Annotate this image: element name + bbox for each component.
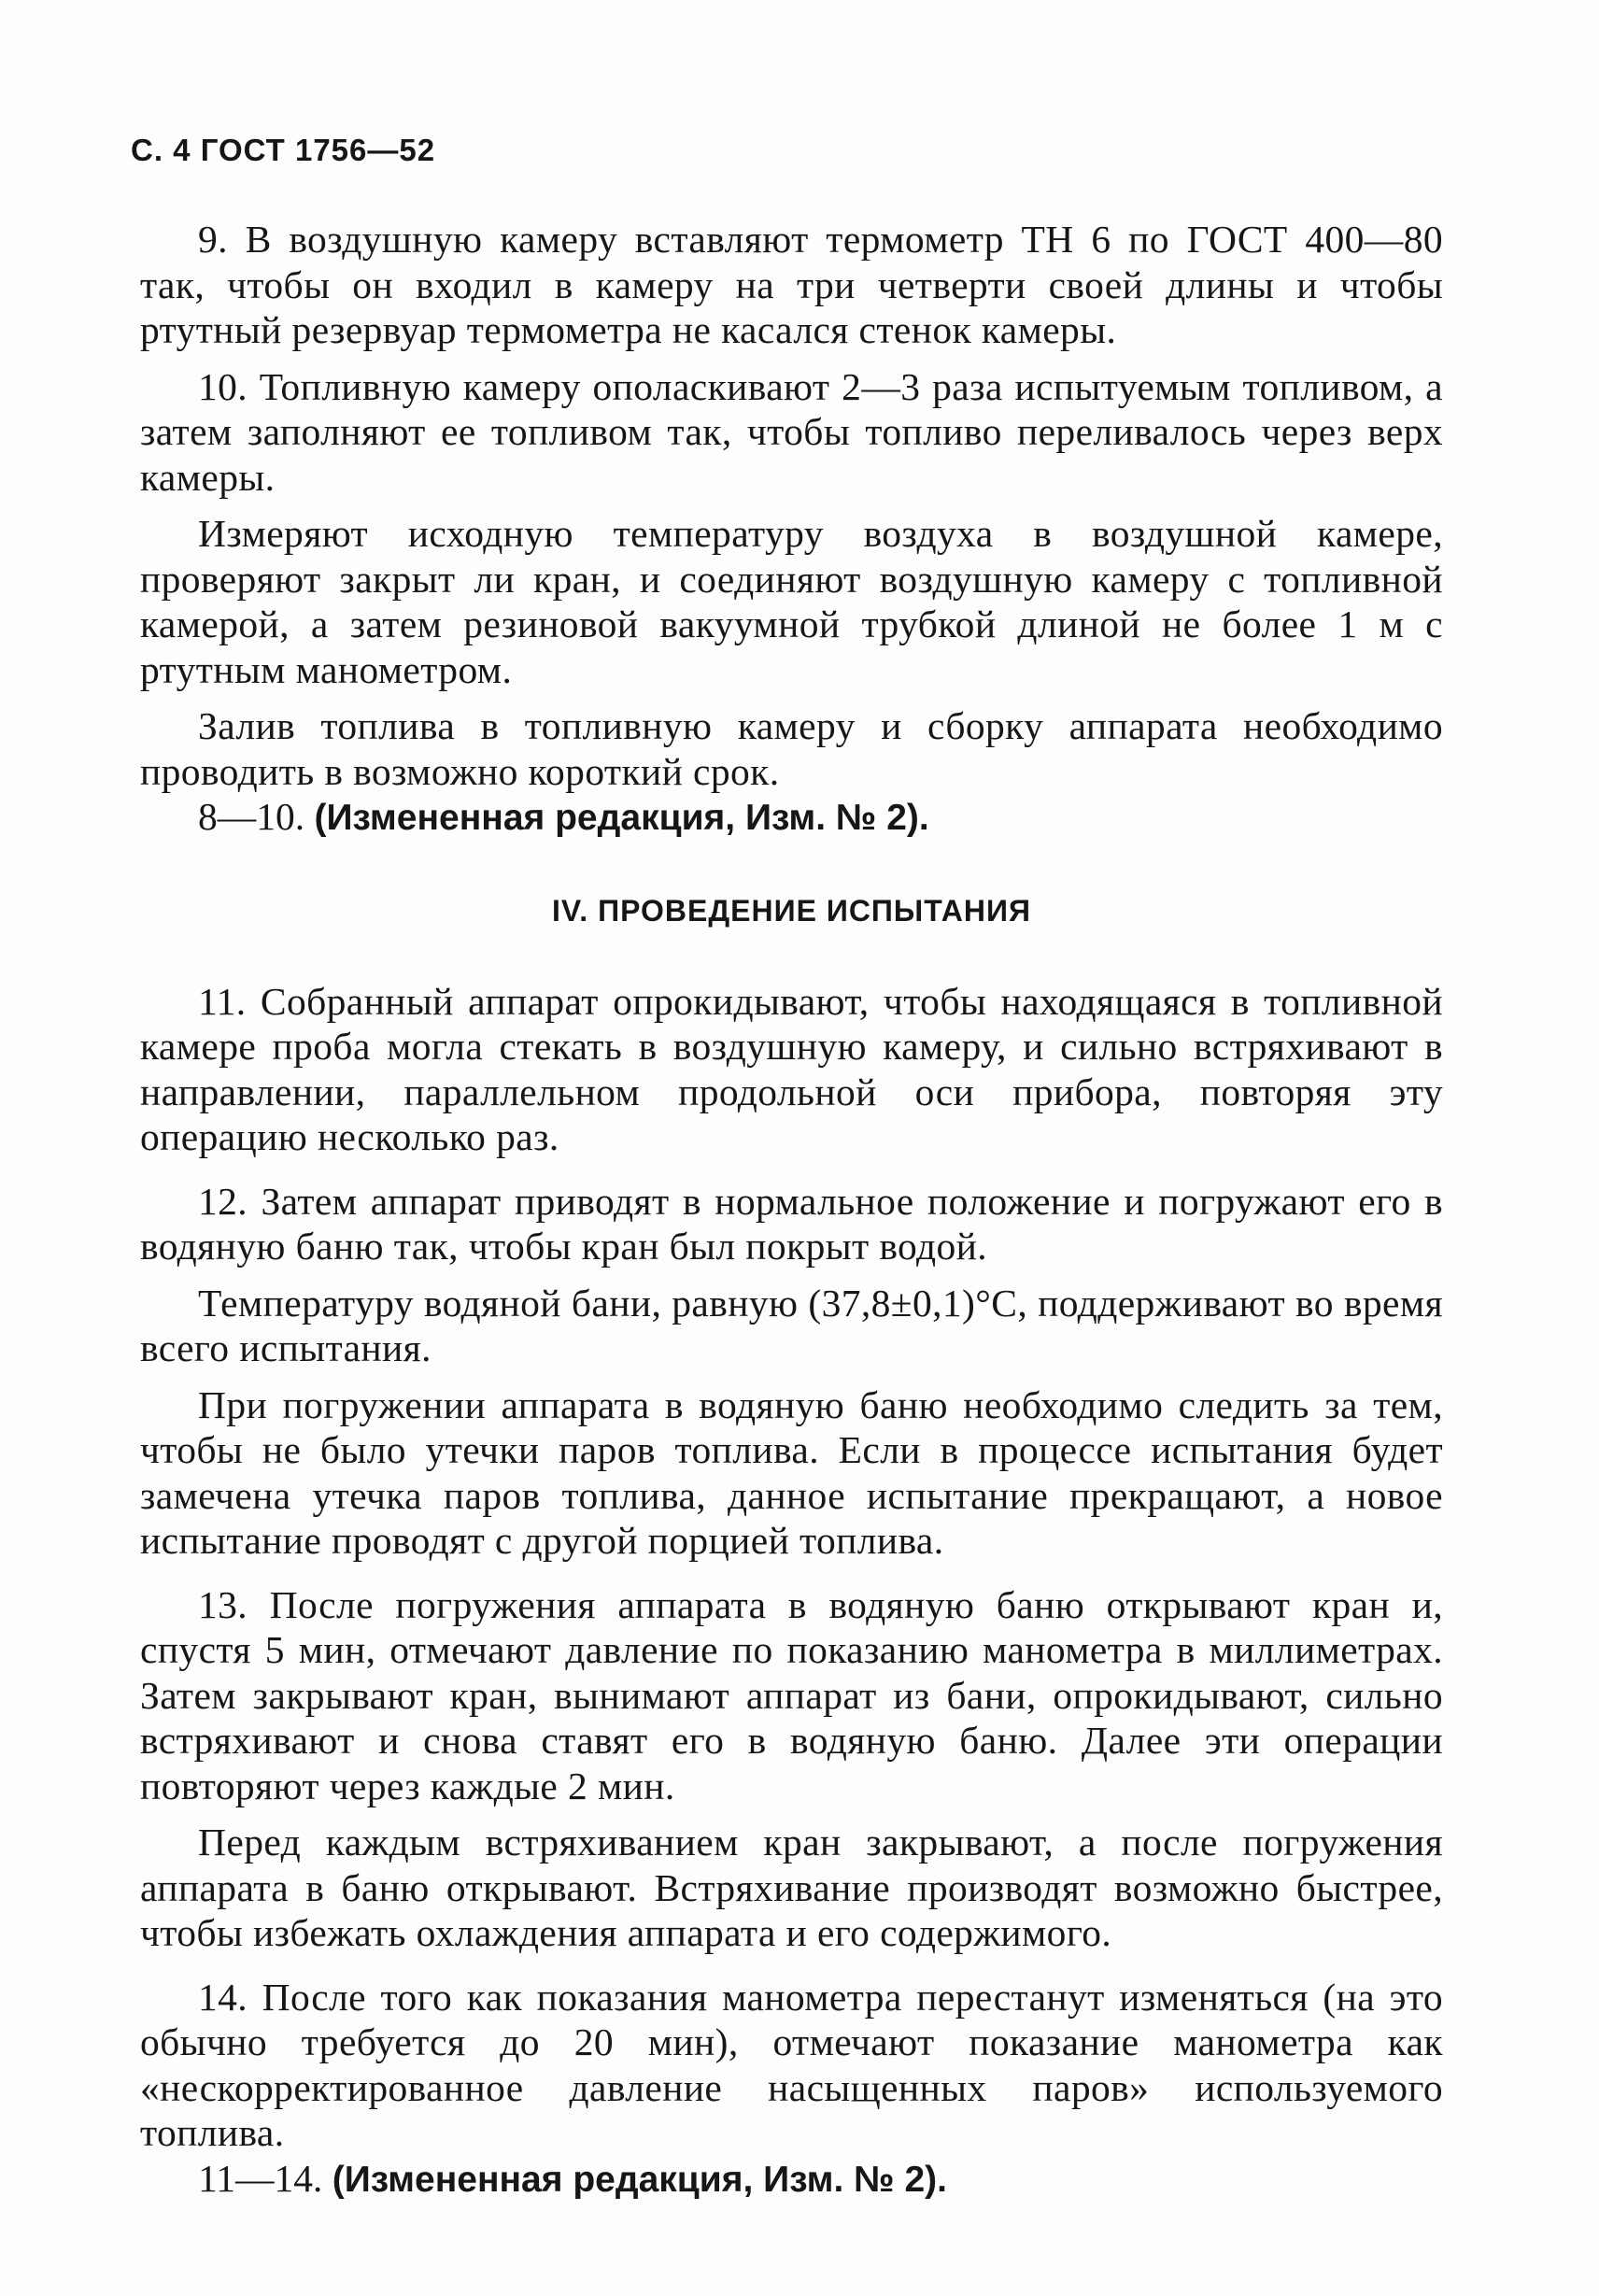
paragraph-10-measure: Измеряют исходную температуру воздуха в воздушной камере, проверяют закрыт ли кран, и соединяют воздушную камеру с топливной камерой, а затем резиновой вакуумной трубкой длиной не более 1 м с ртутным манометром.: [140, 512, 1443, 691]
section-title: IV. ПРОВЕДЕНИЕ ИСПЫТАНИЯ: [551, 893, 1031, 928]
page-header: С. 4 ГОСТ 1756—52: [131, 133, 436, 167]
document-body: [140, 217, 1443, 2203]
amendment-range: 11—14.: [198, 2156, 323, 2200]
paragraph-10: 10. Топливную камеру ополаскивают 2—3 раза испытуемым топливом, а затем заполняют ее топливом так, чтобы топливо переливалось через верх камеры.: [140, 364, 1443, 499]
paragraph-12-temperature: Температуру водяной бани, равную (37,8±0,1)°С, поддерживают во время всего испытания.: [140, 1281, 1443, 1369]
paragraph-13: 13. После погружения аппарата в водяную баню открывают кран и, спустя 5 мин, отмечают давление по показанию манометра в миллиметрах. Затем закрывают кран, вынимают аппарат из бани, опрокидывают, сильно встряхивают и снова ставят его в водяную баню. Далее эти операции повторяют через каждые 2 мин.: [140, 1582, 1443, 1807]
amendment-text: (Измененная редакция, Изм. № 2).: [314, 798, 929, 838]
paragraph-12-leak: При погружении аппарата в водяную баню необходимо следить за тем, чтобы не было утечки паров топлива. Если в процессе испытания будет замечена утечка паров топлива, данное испытание прекращают, а новое испытание проводят с другой порцией топлива.: [140, 1382, 1443, 1562]
paragraph-13-shaking: Перед каждым встряхиванием кран закрывают, а после погружения аппарата в баню открывают. Встряхивание производят возможно быстрее, чтобы избежать охлаждения аппарата и его содержимого.: [140, 1821, 1443, 1954]
paragraph-11: 11. Собранный аппарат опрокидывают, чтобы находящаяся в топливной камере проба могла стекать в воздушную камеру, и сильно встряхивают в направлении, параллельном продольной оси прибора, повторяя эту операцию несколько раз.: [140, 979, 1443, 1158]
amendment-range: 8—10.: [198, 795, 305, 838]
amendment-note-8-10: [140, 794, 1443, 842]
paragraph-14: 14. После того как показания манометра перестанут изменяться (на это обычно требуется до 20 мин), отмечают показание манометра как «нескорректированное давление насыщенных паров» используемого топлива.: [140, 1975, 1443, 2154]
paragraph-12: 12. Затем аппарат приводят в нормальное положение и погружают его в водяную баню так, чтобы кран был покрыт водой.: [140, 1179, 1443, 1268]
paragraph-10-fill: Залив топлива в топливную камеру и сборку аппарата необходимо проводить в возможно короткий срок.: [140, 704, 1443, 793]
paragraph-9: 9. В воздушную камеру вставляют термометр ТН 6 по ГОСТ 400—80 так, чтобы он входил в камеру на три четверти своей длины и чтобы ртутный резервуар термометра не касался стенок камеры.: [140, 218, 1443, 351]
amendment-note-11-14: [140, 2156, 1443, 2204]
amendment-text: (Измененная редакция, Изм. № 2).: [332, 2159, 947, 2200]
